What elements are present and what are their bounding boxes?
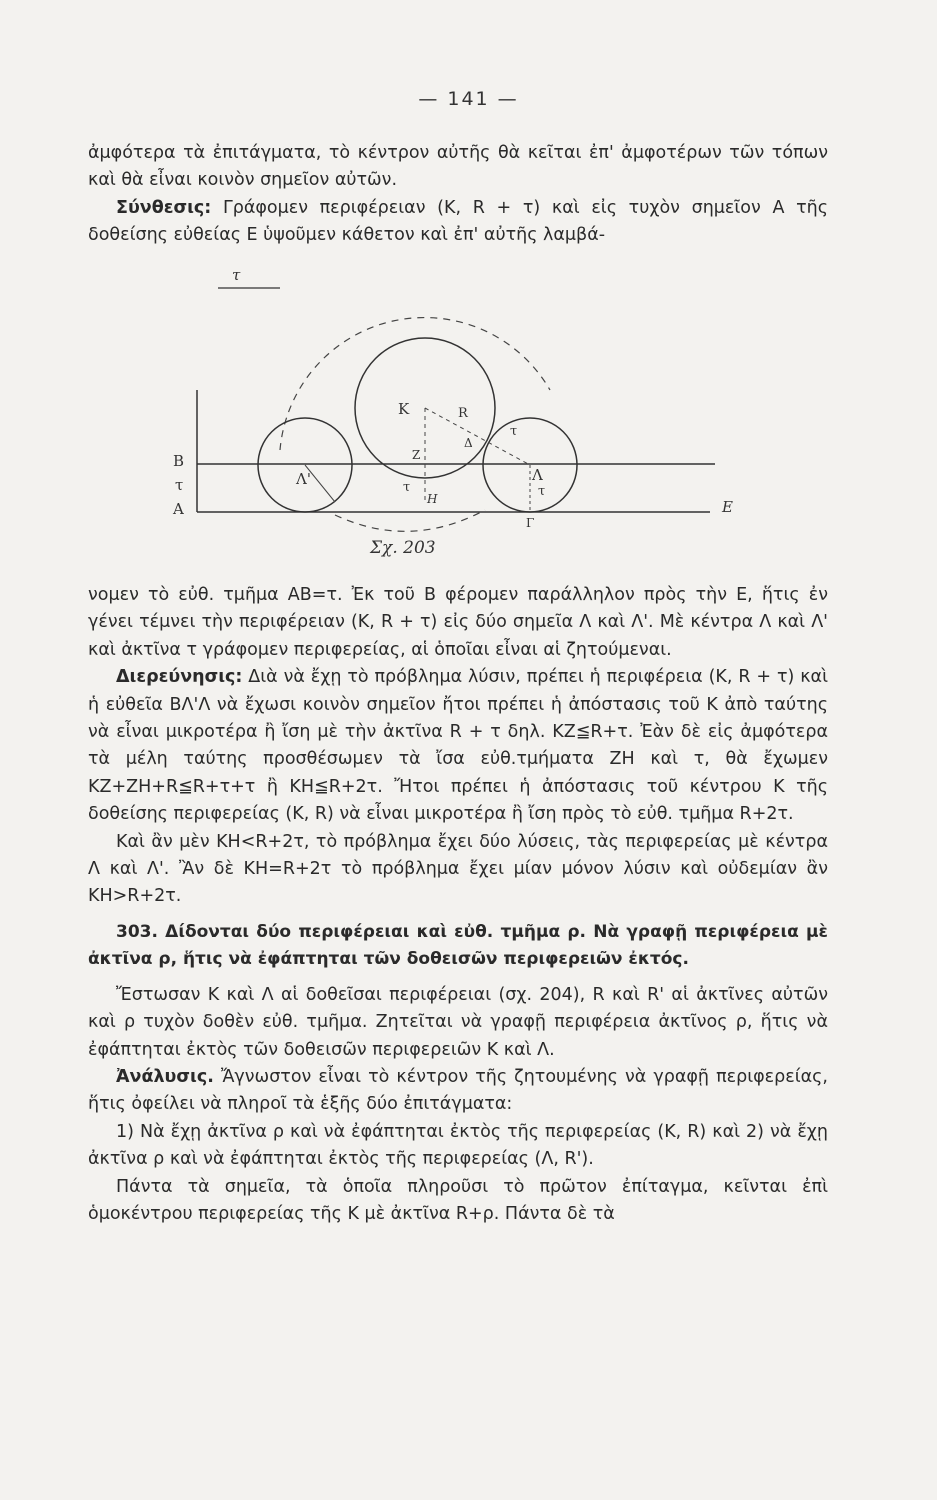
paragraph-5: Καὶ ἂν μὲν ΚΗ<R+2τ, τὸ πρόβλημα ἔχει δύο λύσεις, τὰς περιφερείας μὲ κέντρα Λ καὶ Λ'. Ἂν δὲ ΚΗ=R+2τ τὸ πρόβλημα ἔχει μίαν μόνον λύσιν καὶ οὐδεμίαν ἂν ΚΗ>R+2τ. <box>88 831 828 907</box>
paragraph-synthesis <box>88 195 828 250</box>
paragraph-3: νομεν τὸ εὐθ. τμῆμα ΑΒ=τ. Ἐκ τοῦ Β φέρομεν παράλληλον πρὸς τὴν Ε, ἥτις ἐν γένει τέμνει τὴν περιφέρειαν (Κ, R + τ) εἰς δύο σημεῖα Λ καὶ Λ'. Μὲ κέντρα Λ καὶ Λ' καὶ ἀκτῖνα τ γράφομεν περιφερείας, αἱ ὁποῖαι εἶναι αἱ ζητούμεναι. <box>88 585 828 660</box>
label-tau-left: τ <box>175 476 184 494</box>
paragraph-discussion <box>88 664 828 828</box>
discussion-heading: Διερεύνησις: <box>116 667 243 688</box>
label-tau-mid: τ <box>403 480 411 495</box>
geometry-diagram <box>160 280 750 580</box>
paragraph-9: 1) Νὰ ἔχῃ ἀκτῖνα ρ καὶ νὰ ἐφάπτηται ἐκτὸς τῆς περιφερείας (Κ, R) καὶ 2) νὰ ἔχῃ ἀκτῖνα ρ καὶ νὰ ἐφάπτηται ἐκτὸς τῆς περιφερείας (Λ, R'). <box>88 1121 828 1170</box>
page-number: — 141 — <box>418 88 519 110</box>
label-b: B <box>173 452 185 470</box>
paragraph-10: Πάντα τὰ σημεῖα, τὰ ὁποῖα πληροῦσι τὸ πρῶτον ἐπίταγμα, κεῖνται ἐπὶ ὁμοκέντρου περιφερείας τῆς Κ μὲ ἀκτῖνα R+ρ. Πάντα δὲ τὰ <box>88 1176 828 1224</box>
synthesis-heading: Σύνθεσις: <box>116 197 212 218</box>
figure-caption: Σχ. 203 <box>370 538 436 558</box>
intro-text <box>88 140 828 250</box>
label-lambda: Λ <box>532 466 543 484</box>
analysis-text: Ἄγνωστον εἶναι τὸ κέντρον τῆς ζητουμένης νὰ γραφῇ περιφερείας, ἥτις ὀφείλει νὰ πληροῖ τὰ ἑξῆς δύο ἐπιτάγματα: <box>88 1066 828 1115</box>
label-r: R <box>458 406 468 421</box>
label-a: A <box>173 500 184 518</box>
label-tau-right: τ <box>538 484 546 499</box>
label-delta: Δ <box>464 436 473 450</box>
label-lambda-prime: Λ' <box>296 470 311 488</box>
problem-303: 303. Δίδονται δύο περιφέρειαι καὶ εὐθ. τμῆμα ρ. Νὰ γραφῇ περιφέρεια μὲ ἀκτῖνα ρ, ἥτις νὰ ἐφάπτηται τῶν δοθεισῶν περιφερειῶν ἐκτός. <box>88 921 828 970</box>
label-gamma: Γ <box>526 516 535 530</box>
label-z: Z <box>412 448 421 462</box>
label-e: E <box>722 498 733 516</box>
label-tau-r2: τ <box>510 424 518 439</box>
analysis-heading: Ἀνάλυσις. <box>116 1066 214 1087</box>
label-k: K <box>398 400 410 418</box>
circle-k-r-plus-tau-lower <box>335 510 485 531</box>
body-text <box>88 582 828 1228</box>
figure-203 <box>160 266 750 580</box>
discussion-text: Διὰ νὰ ἔχῃ τὸ πρόβλημα λύσιν, πρέπει ἡ περιφέρεια (Κ, R + τ) καὶ ἡ εὐθεῖα ΒΛ'Λ νὰ ἔχωσι κοινὸν σημεῖον ἤτοι πρέπει ἡ ἀπόστασις τοῦ Κ ἀπὸ ταύτης νὰ εἶναι μικροτέρα ἢ ἴση μὲ τὴν ἀκτῖνα R + τ δηλ. ΚΖ≦R+τ. Ἐὰν δὲ εἰς ἀμφότερα τὰ μέλη ταύτης προσθέσωμεν τὰ ἴσα εὐθ.τμήματα ΖΗ καὶ τ, θὰ ἔχωμεν ΚΖ+ΖΗ+R≦R+τ+τ ἢ ΚΗ≦R+2τ. Ἤτοι πρέπει ἡ ἀπόστασις τοῦ κέντρου Κ τῆς δοθείσης περιφερείας (Κ, R) νὰ εἶναι μικροτέρα ἢ ἴση πρὸς τὸ εὐθ. τμῆμα R+2τ. <box>88 667 828 825</box>
label-tau-top: τ <box>232 266 241 284</box>
synthesis-text: Γράφομεν περιφέρειαν (Κ, R + τ) καὶ εἰς τυχὸν σημεῖον Α τῆς δοθείσης εὐθείας Ε ὑψοῦμεν κάθετον καὶ ἐπ' αὐτῆς λαμβά- <box>88 197 828 246</box>
paragraph-1: ἀμφότερα τὰ ἐπιτάγματα, τὸ κέντρον αὐτῆς θὰ κεῖται ἐπ' ἀμφοτέρων τῶν τόπων καὶ θὰ εἶναι κοινὸν σημεῖον αὐτῶν. <box>88 143 828 191</box>
label-h: H <box>427 492 438 506</box>
paragraph-7: Ἔστωσαν Κ καὶ Λ αἱ δοθεῖσαι περιφέρειαι (σχ. 204), R καὶ R' αἱ ἀκτῖνες αὐτῶν καὶ ρ τυχὸν δοθὲν εὐθ. τμῆμα. Ζητεῖται νὰ γραφῇ περιφέρεια ἀκτῖνος ρ, ἥτις νὰ ἐφάπτηται ἐκτὸς τῶν δοθεισῶν περιφερειῶν Κ καὶ Λ. <box>88 984 828 1060</box>
paragraph-analysis <box>88 1064 828 1119</box>
